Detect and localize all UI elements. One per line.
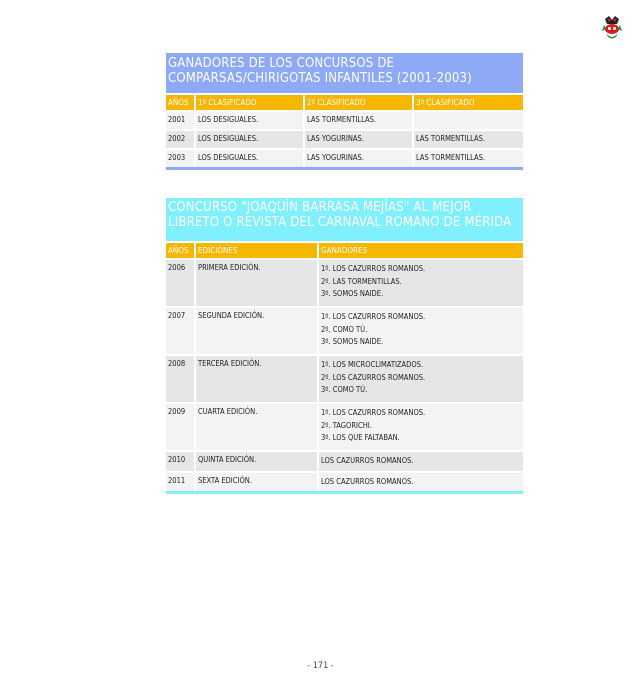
winner-line: 3º. LOS QUE FALTABAN. bbox=[321, 433, 400, 442]
column-header: EDICIONES bbox=[196, 241, 319, 258]
table-row bbox=[166, 258, 523, 306]
libreto-table bbox=[166, 241, 523, 491]
table-cell: LAS TORMENTILLAS. bbox=[414, 129, 523, 148]
column-header: 3º CLASIFICADO bbox=[414, 93, 523, 110]
table-cell bbox=[414, 110, 523, 129]
winner-line: LOS CAZURROS ROMANOS. bbox=[321, 476, 414, 486]
table-cell: 2001 bbox=[166, 110, 196, 129]
infantiles-winners-section bbox=[166, 53, 523, 170]
table-row bbox=[166, 148, 523, 167]
carnival-mask-logo bbox=[600, 15, 624, 41]
edition-cell: CUARTA EDICIÓN. bbox=[196, 402, 319, 450]
table-row bbox=[166, 402, 523, 450]
column-header: AÑOS bbox=[166, 93, 196, 110]
table-cell: LAS YOGURINAS. bbox=[305, 129, 414, 148]
winner-line: 3º. SOMOS NAIDE. bbox=[321, 337, 384, 346]
winners-cell bbox=[319, 306, 523, 354]
column-header: GANADORES bbox=[319, 241, 523, 258]
year-cell: 2010 bbox=[166, 450, 196, 471]
year-cell: 2011 bbox=[166, 471, 196, 492]
edition-cell: PRIMERA EDICIÓN. bbox=[196, 258, 319, 306]
table-row bbox=[166, 306, 523, 354]
winners-cell bbox=[319, 471, 523, 492]
edition-cell: SEGUNDA EDICIÓN. bbox=[196, 306, 319, 354]
table-cell: LAS TORMENTILLAS. bbox=[414, 148, 523, 167]
winners-cell bbox=[319, 354, 523, 402]
libreto-title: CONCURSO "JOAQUÍN BARRASA MEJÍAS" AL MEJOR LIBRETO O REVISTA DEL CARNAVAL ROMANO DE MÉRIDA bbox=[166, 198, 523, 241]
table-cell: LOS DESIGUALES. bbox=[196, 148, 305, 167]
column-header: 1º CLASIFICADO bbox=[196, 93, 305, 110]
infantiles-bottom-bar bbox=[166, 167, 523, 170]
table-cell: LOS DESIGUALES. bbox=[196, 129, 305, 148]
winners-cell bbox=[319, 402, 523, 450]
year-cell: 2009 bbox=[166, 402, 196, 450]
table-row bbox=[166, 129, 523, 148]
winners-cell bbox=[319, 450, 523, 471]
libreto-contest-section bbox=[166, 198, 523, 494]
infantiles-title: GANADORES DE LOS CONCURSOS DE COMPARSAS/CHIRIGOTAS INFANTILES (2001-2003) bbox=[166, 53, 523, 93]
winners-cell bbox=[319, 258, 523, 306]
table-row bbox=[166, 471, 523, 492]
edition-cell: QUINTA EDICIÓN. bbox=[196, 450, 319, 471]
page-number: - 171 - bbox=[307, 661, 334, 671]
table-cell: 2002 bbox=[166, 129, 196, 148]
table-row bbox=[166, 354, 523, 402]
table-cell: 2003 bbox=[166, 148, 196, 167]
table-cell: LOS DESIGUALES. bbox=[196, 110, 305, 129]
winner-line: 1º. LOS CAZURROS ROMANOS. bbox=[321, 264, 426, 273]
winner-line: 1º. LOS MICROCLIMATIZADOS. bbox=[321, 360, 424, 369]
winner-line: 2º. COMO TÚ. bbox=[321, 324, 368, 334]
winner-line: 1º. LOS CAZURROS ROMANOS. bbox=[321, 312, 426, 321]
column-header: 2º CLASIFICADO bbox=[305, 93, 414, 110]
libreto-bottom-bar bbox=[166, 491, 523, 494]
winner-line: LOS CAZURROS ROMANOS. bbox=[321, 456, 414, 465]
winner-line: 3º. COMO TÚ. bbox=[321, 385, 368, 394]
column-header: AÑOS bbox=[166, 241, 196, 258]
winner-line: 2º. LOS CAZURROS ROMANOS. bbox=[321, 372, 426, 382]
table-cell: LAS YOGURINAS. bbox=[305, 148, 414, 167]
winner-line: 1º. LOS CAZURROS ROMANOS. bbox=[321, 408, 426, 417]
table-cell: LAS TORMENTILLAS. bbox=[305, 110, 414, 129]
year-cell: 2008 bbox=[166, 354, 196, 402]
year-cell: 2007 bbox=[166, 306, 196, 354]
table-row bbox=[166, 450, 523, 471]
edition-cell: TERCERA EDICIÓN. bbox=[196, 354, 319, 402]
table-row bbox=[166, 110, 523, 129]
infantiles-table bbox=[166, 93, 523, 167]
year-cell: 2006 bbox=[166, 258, 196, 306]
winner-line: 2º. TAGORICHI. bbox=[321, 420, 372, 430]
edition-cell: SEXTA EDICIÓN. bbox=[196, 471, 319, 492]
winner-line: 3º. SOMOS NAIDE. bbox=[321, 289, 384, 298]
winner-line: 2º. LAS TORMENTILLAS. bbox=[321, 276, 402, 286]
